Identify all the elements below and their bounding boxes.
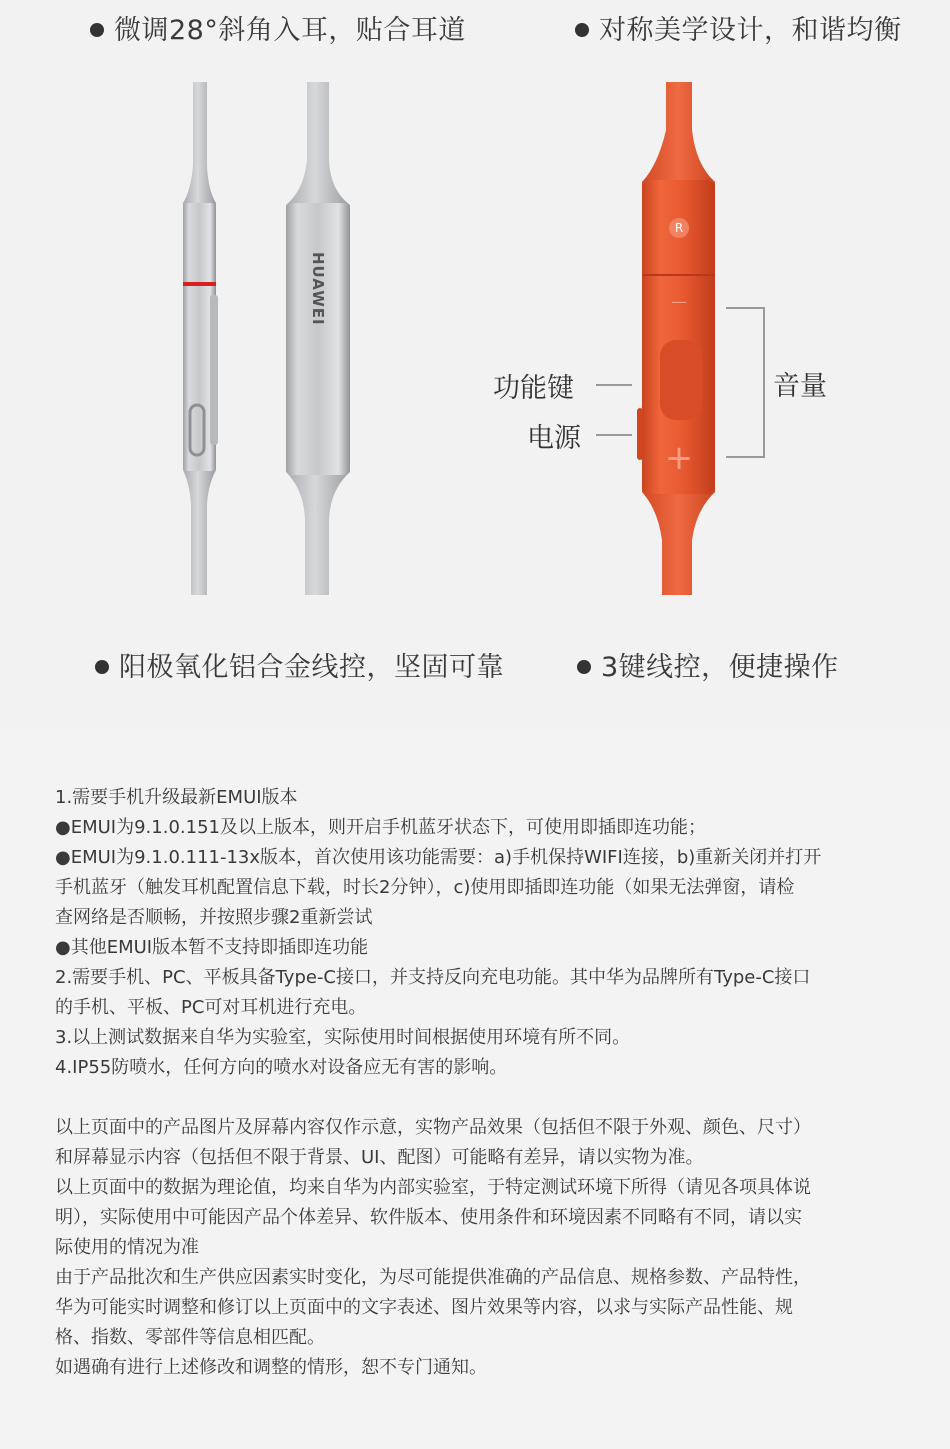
front-view-remote — [286, 82, 350, 595]
side-view-remote — [183, 82, 218, 595]
note-line: ●其他EMUI版本暂不支持即插即连功能 — [55, 937, 369, 958]
note-line: 手机蓝牙（触发耳机配置信息下载，时长2分钟），c)使用即插即连功能（如果无法弹窗，请检 — [55, 877, 795, 898]
disclaimer-line: 明），实际使用中可能因产品个体差异、软件版本、使用条件和环境因素不同略有不同，请以实 — [55, 1207, 802, 1228]
disclaimer-line: 和屏幕显示内容（包括但不限于背景、UI、配图）可能略有差异，请以实物为准。 — [55, 1147, 704, 1168]
disclaimer-line: 格、指数、零部件等信息相匹配。 — [55, 1327, 325, 1348]
volume-plus-glyph: + — [664, 438, 694, 478]
disclaimer-line: 际使用的情况为准 — [55, 1237, 199, 1258]
disclaimer-line: 以上页面中的数据为理论值，均来自华为内部实验室，于特定测试环境下所得（请见各项具体说 — [55, 1177, 811, 1198]
paragraph-gap — [55, 1083, 915, 1113]
caption-text: 阳极氧化铝合金线控，坚固可靠 — [119, 652, 504, 683]
note-line: 查网络是否顺畅，并按照步骤2重新尝试 — [55, 907, 373, 928]
bullet-dot — [577, 660, 591, 674]
note-line: 4.IP55防喷水，任何方向的喷水对设备应无有害的影响。 — [55, 1057, 508, 1078]
caption-text: 3键线控，便捷操作 — [601, 652, 839, 683]
note-line: ●EMUI为9.1.0.111-13x版本，首次使用该功能需要：a)手机保持WIFI连接，b)重新关闭并打开 — [55, 847, 822, 868]
note-line: 2.需要手机、PC、平板具备Type-C接口，并支持反向充电功能。其中华为品牌所有Type-C接口 — [55, 967, 811, 988]
feature-caption-buttons — [577, 645, 839, 684]
volume-label: 音量 — [773, 371, 827, 402]
note-line: 3.以上测试数据来自华为实验室，实际使用时间根据使用环境有所不同。 — [55, 1027, 631, 1048]
note-line: ●EMUI为9.1.0.151及以上版本，则开启手机蓝牙状态下，可使用即插即连功能； — [55, 817, 706, 838]
bullet-dot — [95, 660, 109, 674]
disclaimer-line: 华为可能实时调整和修订以上页面中的文字表述、图片效果等内容，以求与实际产品性能、规 — [55, 1297, 793, 1318]
brand-wordmark — [302, 252, 334, 332]
feature-caption-material — [95, 645, 504, 684]
caption-text: 对称美学设计，和谐均衡 — [599, 15, 902, 46]
volume-minus-glyph: — — [671, 292, 687, 311]
disclaimer-line: 由于产品批次和生产供应因素实时变化，为尽可能提供准确的产品信息、规格参数、产品特性， — [55, 1267, 811, 1288]
disclaimer-line: 如遇确有进行上述修改和调整的情形，恕不专门通知。 — [55, 1357, 487, 1378]
usage-notes — [55, 783, 915, 1383]
note-line: 1.需要手机升级最新EMUI版本 — [55, 787, 298, 808]
caption-text: 微调28°斜角入耳，贴合耳道 — [114, 15, 466, 46]
note-line: 的手机、平板、PC可对耳机进行充电。 — [55, 997, 367, 1018]
disclaimer-line: 以上页面中的产品图片及屏幕内容仅作示意，实物产品效果（包括但不限于外观、颜色、尺寸） — [55, 1117, 811, 1138]
r-logo-mark: R — [674, 221, 684, 235]
brand-text: HUAWEI — [309, 252, 327, 326]
function-key-label: 功能键 — [493, 373, 574, 404]
power-label: 电源 — [527, 423, 581, 454]
orange-3-key-remote — [637, 82, 715, 595]
